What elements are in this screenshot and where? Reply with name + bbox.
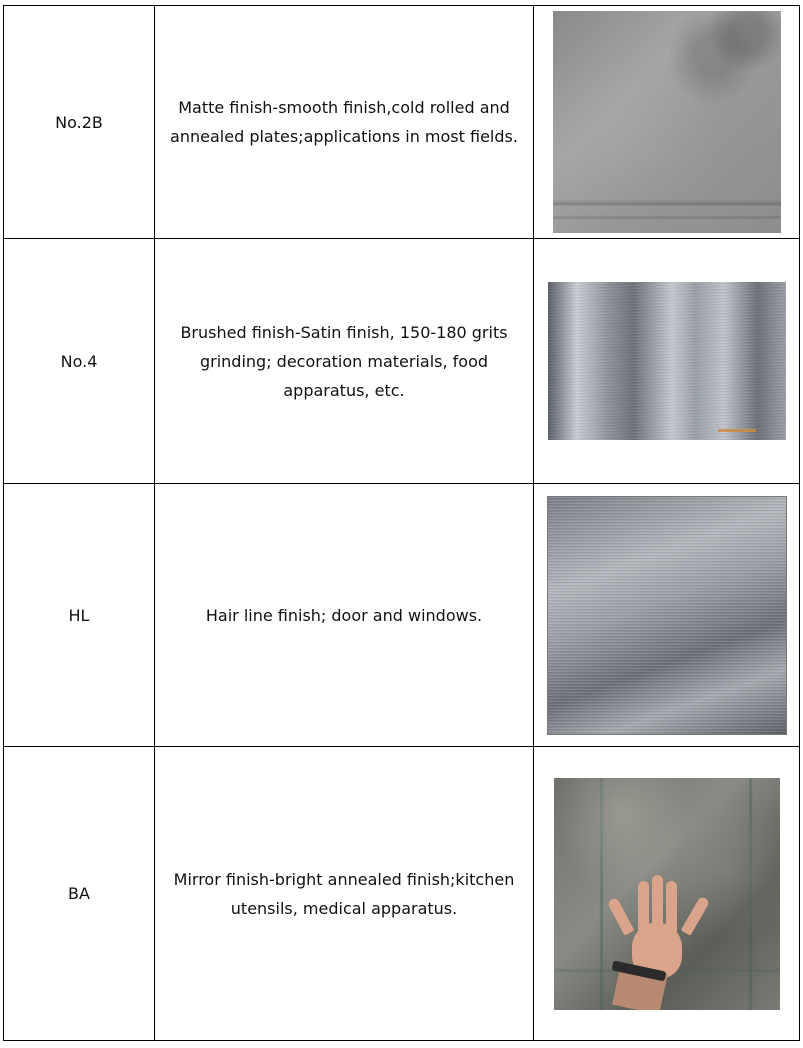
hairline-steel-photo (547, 496, 787, 735)
grade-label: No.4 (60, 351, 98, 371)
surface-finish-table (3, 5, 800, 1041)
table-row (4, 747, 800, 1041)
grade-cell (4, 6, 155, 239)
photo-cell (534, 239, 800, 484)
description-cell (155, 484, 534, 747)
photo-cell (534, 6, 800, 239)
description-cell (155, 6, 534, 239)
table-row (4, 6, 800, 239)
brushed-steel-photo (548, 282, 786, 440)
grade-cell (4, 239, 155, 484)
photo-cell (534, 484, 800, 747)
grade-cell (4, 747, 155, 1041)
finish-description: Hair line finish; door and windows. (205, 605, 483, 625)
date-stamp-mark (718, 429, 756, 432)
finish-description: Brushed finish-Satin finish, 150-180 grits grinding; decoration materials, food apparatus, etc. (180, 322, 508, 400)
finish-description: Matte finish-smooth finish,cold rolled and annealed plates;applications in most fields. (170, 98, 518, 146)
mirror-steel-photo (554, 778, 780, 1010)
grade-label: HL (68, 605, 90, 625)
grade-label: BA (68, 884, 90, 903)
grade-label: No.2B (55, 112, 103, 132)
table-row (4, 484, 800, 747)
description-cell (155, 239, 534, 484)
finish-description: Mirror finish-bright annealed finish;kitchen utensils, medical apparatus. (173, 869, 515, 918)
matte-steel-photo (553, 11, 781, 233)
table-row (4, 239, 800, 484)
photo-cell (534, 747, 800, 1041)
grade-cell (4, 484, 155, 747)
description-cell (155, 747, 534, 1041)
